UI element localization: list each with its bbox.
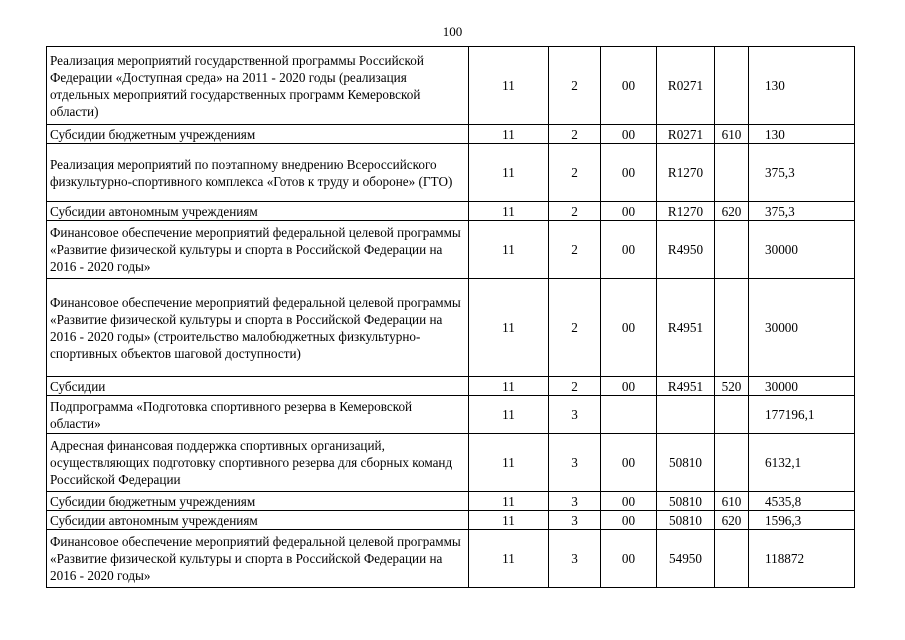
budget-table-body [47, 47, 855, 588]
row-expense-type-cell [715, 396, 749, 434]
row-subsection-cell: 3 [549, 492, 601, 511]
table-row [47, 377, 855, 396]
row-program-cell: 00 [601, 511, 657, 530]
row-expense-type-cell: 520 [715, 377, 749, 396]
row-name-cell: Финансовое обеспечение мероприятий федеральной целевой программы «Развитие физической культуры и спорта в Российской Федерации на 2016 - 2020 годы» [47, 221, 469, 279]
row-section-cell: 11 [469, 144, 549, 202]
table-row [47, 125, 855, 144]
row-name-cell: Субсидии автономным учреждениям [47, 202, 469, 221]
row-subsection-cell: 3 [549, 434, 601, 492]
table-row [47, 530, 855, 588]
budget-table [46, 46, 855, 588]
row-subsection-cell: 2 [549, 221, 601, 279]
table-row [47, 221, 855, 279]
row-section-cell: 11 [469, 221, 549, 279]
row-expense-type-cell [715, 47, 749, 125]
row-article-cell [657, 396, 715, 434]
row-expense-type-cell: 610 [715, 492, 749, 511]
table-row [47, 492, 855, 511]
row-subsection-cell: 2 [549, 125, 601, 144]
row-name-cell: Финансовое обеспечение мероприятий федеральной целевой программы «Развитие физической культуры и спорта в Российской Федерации на 2016 - 2020 годы» [47, 530, 469, 588]
row-program-cell: 00 [601, 492, 657, 511]
row-section-cell: 11 [469, 492, 549, 511]
row-program-cell: 00 [601, 125, 657, 144]
table-row [47, 47, 855, 125]
row-article-cell: R1270 [657, 144, 715, 202]
row-article-cell: 50810 [657, 492, 715, 511]
row-subsection-cell: 2 [549, 47, 601, 125]
table-row [47, 144, 855, 202]
row-article-cell: R1270 [657, 202, 715, 221]
row-article-cell: R4951 [657, 377, 715, 396]
row-program-cell: 00 [601, 530, 657, 588]
row-name-cell: Подпрограмма «Подготовка спортивного резерва в Кемеровской области» [47, 396, 469, 434]
row-subsection-cell: 3 [549, 396, 601, 434]
row-section-cell: 11 [469, 511, 549, 530]
row-expense-type-cell [715, 434, 749, 492]
page-number: 100 [442, 24, 463, 39]
row-article-cell: R4950 [657, 221, 715, 279]
row-article-cell: 54950 [657, 530, 715, 588]
row-section-cell: 11 [469, 125, 549, 144]
row-section-cell: 11 [469, 530, 549, 588]
row-name-cell: Субсидии [47, 377, 469, 396]
row-section-cell: 11 [469, 279, 549, 377]
row-expense-type-cell [715, 144, 749, 202]
table-row [47, 279, 855, 377]
row-expense-type-cell [715, 221, 749, 279]
row-article-cell: R0271 [657, 125, 715, 144]
row-amount-cell: 177196,1 [749, 396, 855, 434]
row-program-cell: 00 [601, 221, 657, 279]
row-name-cell: Субсидии бюджетным учреждениям [47, 492, 469, 511]
row-program-cell: 00 [601, 377, 657, 396]
row-subsection-cell: 2 [549, 279, 601, 377]
row-amount-cell: 130 [749, 47, 855, 125]
row-amount-cell: 375,3 [749, 202, 855, 221]
row-name-cell: Адресная финансовая поддержка спортивных организаций, осуществляющих подготовку спортивного резерва для сборных команд Российской Федерации [47, 434, 469, 492]
row-expense-type-cell: 620 [715, 511, 749, 530]
row-amount-cell: 30000 [749, 377, 855, 396]
row-name-cell: Реализация мероприятий государственной программы Российской Федерации «Доступная среда» на 2011 - 2020 годы (реализация отдельных мероприятий государственных программ Кемеровской области) [47, 47, 469, 125]
row-article-cell: R4951 [657, 279, 715, 377]
row-section-cell: 11 [469, 434, 549, 492]
row-section-cell: 11 [469, 202, 549, 221]
row-amount-cell: 130 [749, 125, 855, 144]
row-amount-cell: 375,3 [749, 144, 855, 202]
row-article-cell: R0271 [657, 47, 715, 125]
table-row [47, 511, 855, 530]
row-amount-cell: 118872 [749, 530, 855, 588]
row-program-cell: 00 [601, 47, 657, 125]
row-name-cell: Субсидии автономным учреждениям [47, 511, 469, 530]
table-row [47, 434, 855, 492]
row-section-cell: 11 [469, 377, 549, 396]
row-name-cell: Финансовое обеспечение мероприятий федеральной целевой программы «Развитие физической культуры и спорта в Российской Федерации на 2016 - 2020 годы» (строительство малобюджетных физкультурно-спортивных объектов шаговой доступности) [47, 279, 469, 377]
row-name-cell: Субсидии бюджетным учреждениям [47, 125, 469, 144]
row-section-cell: 11 [469, 47, 549, 125]
table-row [47, 396, 855, 434]
row-expense-type-cell [715, 279, 749, 377]
row-program-cell [601, 396, 657, 434]
table-row [47, 202, 855, 221]
row-program-cell: 00 [601, 144, 657, 202]
row-program-cell: 00 [601, 434, 657, 492]
row-article-cell: 50810 [657, 511, 715, 530]
row-amount-cell: 6132,1 [749, 434, 855, 492]
row-subsection-cell: 2 [549, 144, 601, 202]
row-amount-cell: 1596,3 [749, 511, 855, 530]
row-name-cell: Реализация мероприятий по поэтапному внедрению Всероссийского физкультурно-спортивного комплекса «Готов к труду и обороне» (ГТО) [47, 144, 469, 202]
row-expense-type-cell: 610 [715, 125, 749, 144]
row-expense-type-cell [715, 530, 749, 588]
row-subsection-cell: 2 [549, 202, 601, 221]
row-section-cell: 11 [469, 396, 549, 434]
row-amount-cell: 30000 [749, 221, 855, 279]
row-subsection-cell: 3 [549, 511, 601, 530]
row-expense-type-cell: 620 [715, 202, 749, 221]
row-subsection-cell: 3 [549, 530, 601, 588]
row-amount-cell: 4535,8 [749, 492, 855, 511]
row-program-cell: 00 [601, 202, 657, 221]
row-program-cell: 00 [601, 279, 657, 377]
row-article-cell: 50810 [657, 434, 715, 492]
row-subsection-cell: 2 [549, 377, 601, 396]
row-amount-cell: 30000 [749, 279, 855, 377]
